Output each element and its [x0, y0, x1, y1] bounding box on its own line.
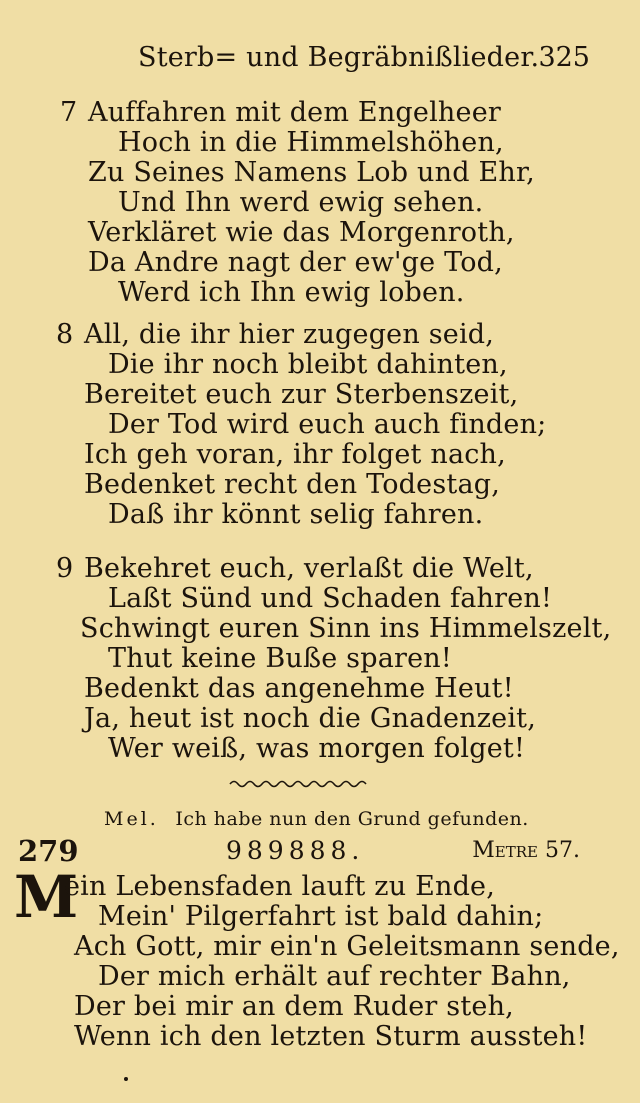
hymn-number: 279 — [18, 834, 79, 868]
melody-label: Mel. — [104, 808, 159, 830]
verse-line: All, die ihr hier zugegen seid, — [84, 319, 495, 350]
metre-label: Metre 57. — [472, 838, 580, 863]
verse-line: Bedenkt das angenehme Heut! — [84, 673, 514, 704]
verse-line: Auffahren mit dem Engelheer — [88, 97, 501, 128]
verse-line: Bedenket recht den Todestag, — [84, 469, 501, 500]
ornamental-divider — [228, 778, 368, 790]
verse-line: Zu Seines Namens Lob und Ehr, — [88, 157, 535, 188]
metre-digits: 989888. — [226, 836, 365, 865]
page-number: 325 — [538, 42, 590, 73]
verse-line: ein Lebensfaden lauft zu Ende, — [64, 871, 496, 902]
verse-line: Bereitet euch zur Sterbenszeit, — [84, 379, 519, 410]
verse-number: 9 — [56, 553, 74, 584]
verse-line: Wer weiß, was morgen folget! — [108, 733, 526, 764]
verse-line: Der bei mir an dem Ruder steh, — [74, 991, 514, 1022]
drop-cap: M — [14, 863, 79, 931]
verse-line: Ja, heut ist noch die Gnadenzeit, — [84, 703, 536, 734]
verse-line: Und Ihn werd ewig sehen. — [118, 187, 484, 218]
running-title: Sterb= und Begräbnißlieder. — [138, 42, 540, 73]
melody-line — [104, 808, 529, 830]
verse-line: Ach Gott, mir ein'n Geleitsmann sende, — [74, 931, 620, 962]
verse-line: Bekehret euch, verlaßt die Welt, — [84, 553, 534, 584]
ink-speck — [124, 1077, 128, 1081]
verse-line: Schwingt euren Sinn ins Himmelszelt, — [80, 613, 612, 644]
verse-line: Hoch in die Himmelshöhen, — [118, 127, 504, 158]
verse-number: 7 — [60, 97, 78, 128]
verse-number: 8 — [56, 319, 74, 350]
verse-line: Die ihr noch bleibt dahinten, — [108, 349, 508, 380]
verse-line: Der mich erhält auf rechter Bahn, — [98, 961, 571, 992]
verse-line: Laßt Sünd und Schaden fahren! — [108, 583, 553, 614]
page-header — [0, 42, 640, 78]
verse-line: Wenn ich den letzten Sturm aussteh! — [74, 1021, 588, 1052]
verse-line: Da Andre nagt der ew'ge Tod, — [88, 247, 503, 278]
verse-line: Werd ich Ihn ewig loben. — [118, 277, 465, 308]
verse-line: Thut keine Buße sparen! — [108, 643, 452, 674]
verse-line: Der Tod wird euch auch finden; — [108, 409, 547, 440]
melody-tune: Ich habe nun den Grund gefunden. — [175, 808, 529, 830]
verse-line: Mein' Pilgerfahrt ist bald dahin; — [98, 901, 544, 932]
verse-line: Ich geh voran, ihr folget nach, — [84, 439, 506, 470]
verse-line: Verkläret wie das Morgenroth, — [88, 217, 515, 248]
verse-line: Daß ihr könnt selig fahren. — [108, 499, 484, 530]
